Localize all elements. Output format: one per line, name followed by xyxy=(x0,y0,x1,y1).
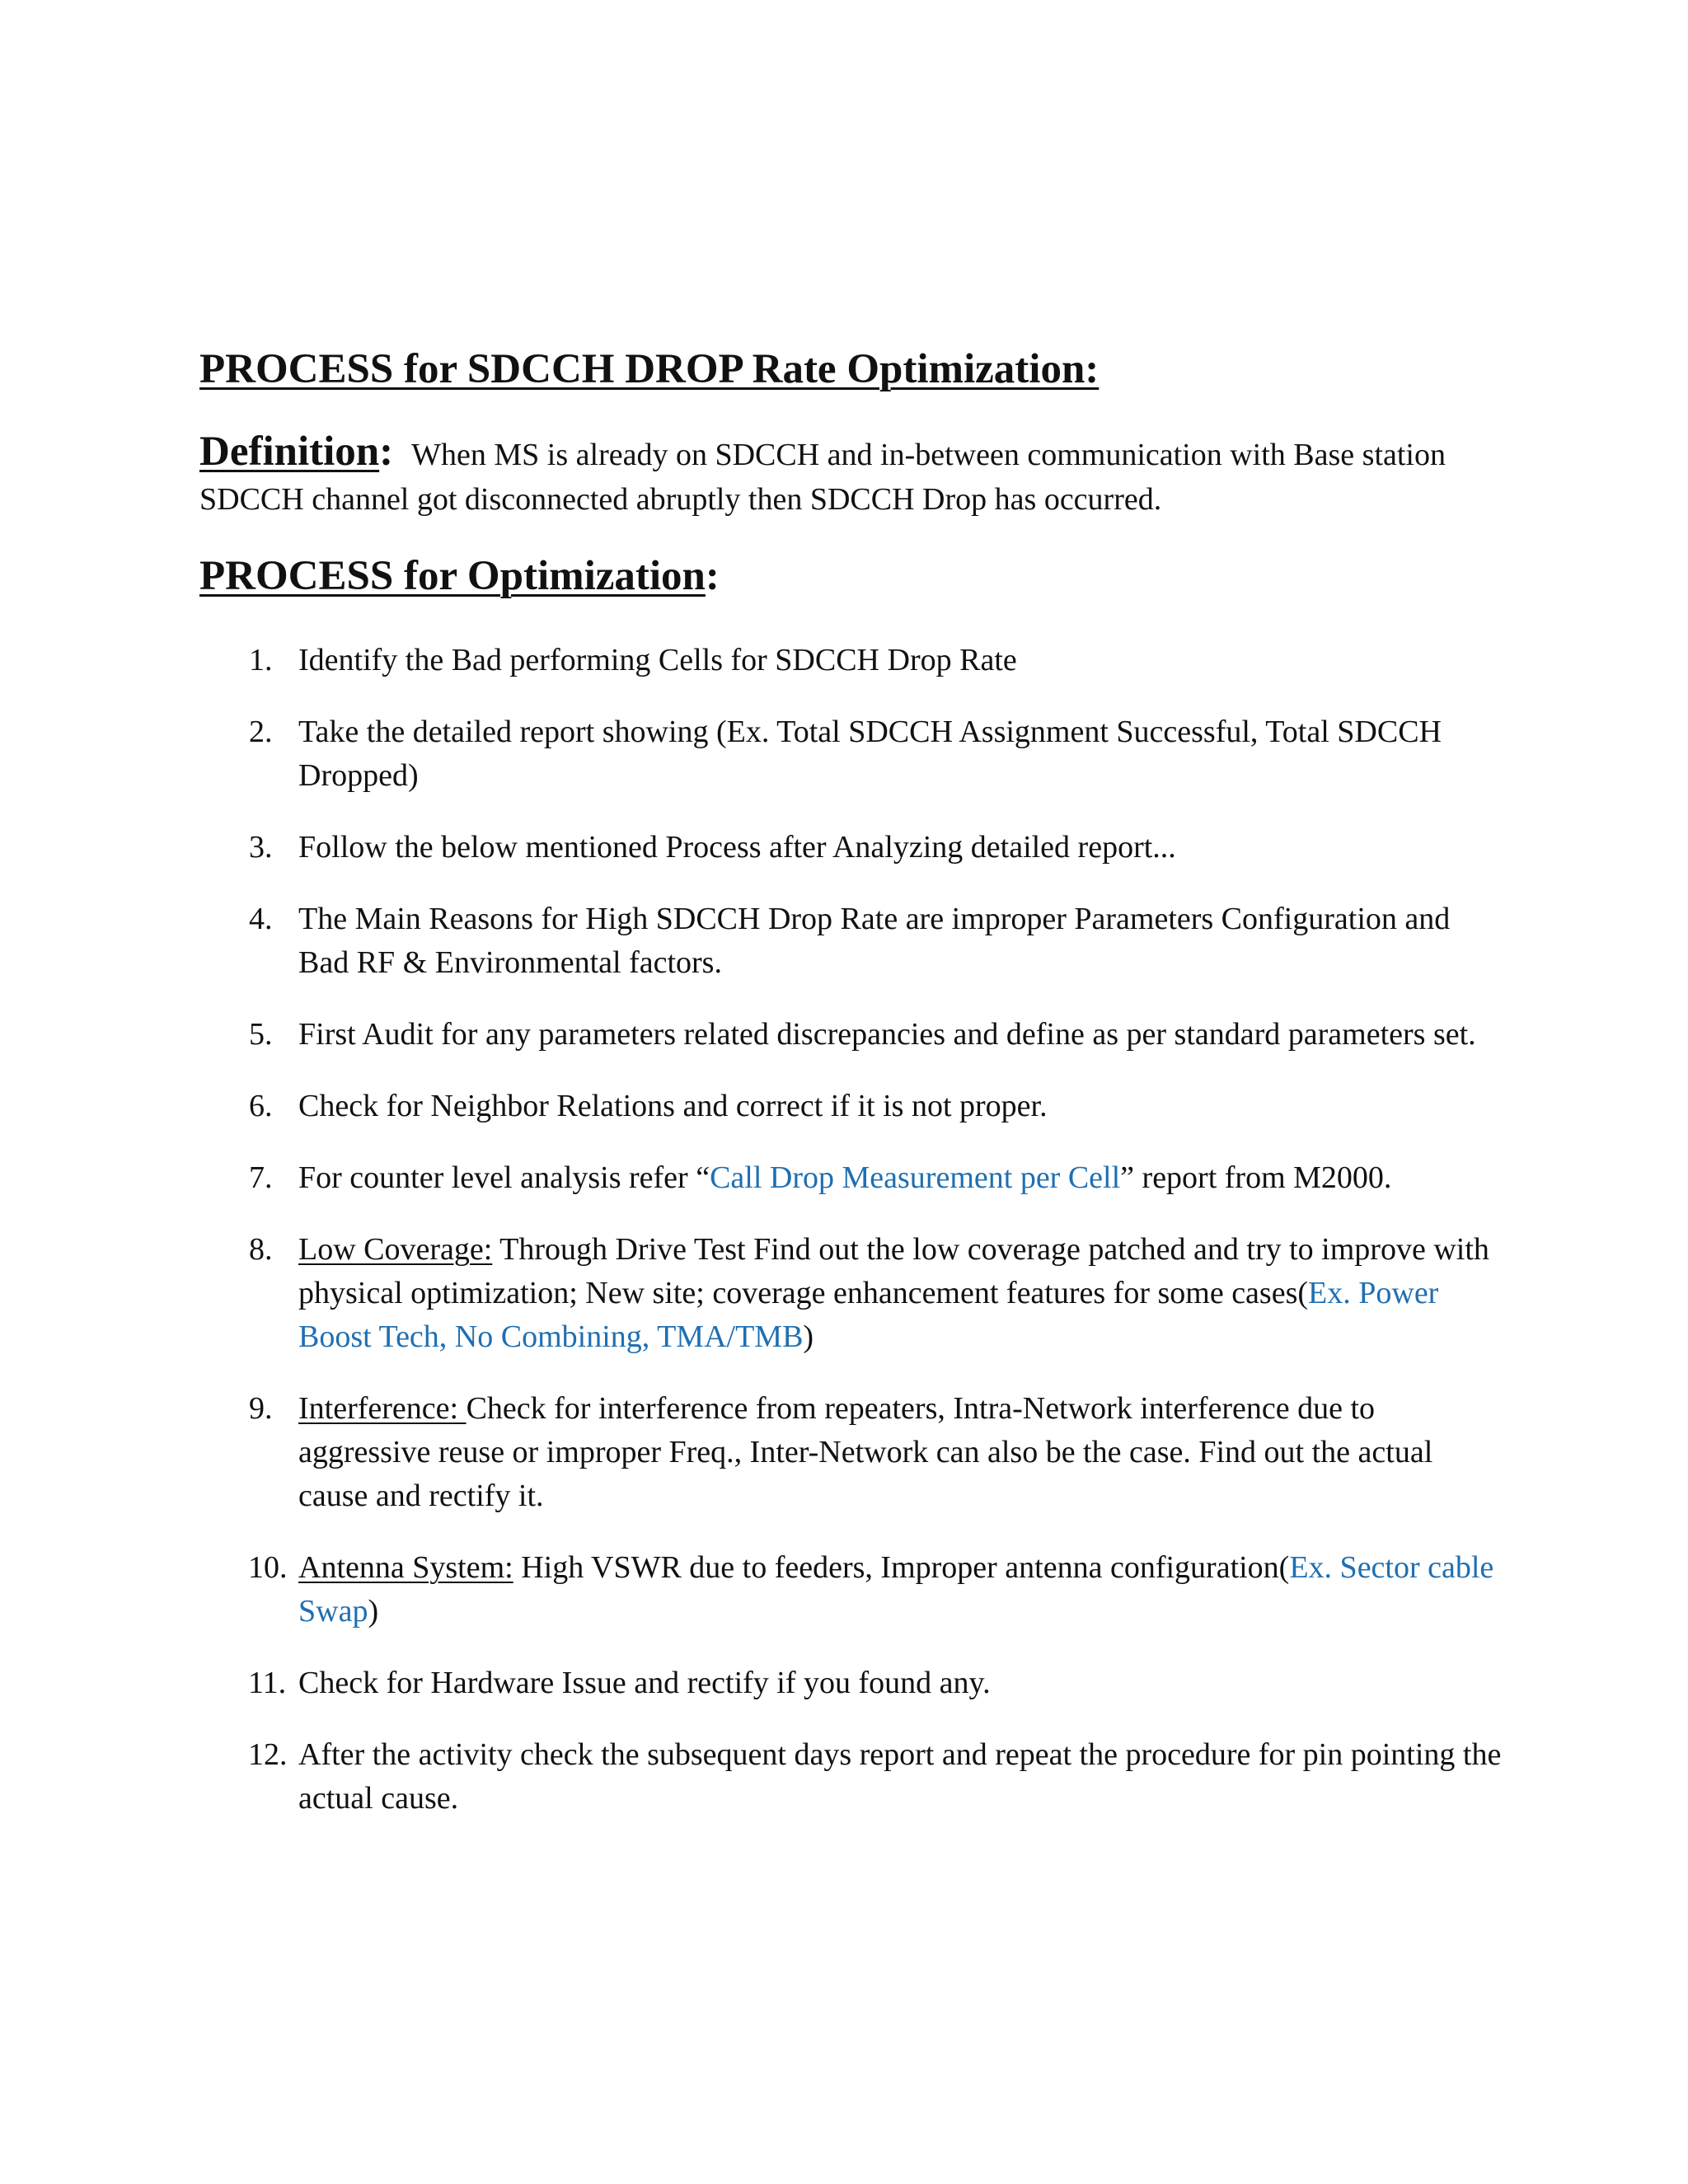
step-number: 9. xyxy=(249,1391,273,1426)
step-text: High VSWR due to feeders, Improper antenna configuration( xyxy=(513,1550,1290,1585)
step-text: First Audit for any parameters related discrepancies and define as per standard parameters set. xyxy=(298,1017,1476,1052)
step-label: Low Coverage: xyxy=(298,1232,493,1267)
step-number: 6. xyxy=(249,1089,273,1123)
definition-label: Definition xyxy=(199,429,380,475)
step-text: The Main Reasons for High SDCCH Drop Rate are improper Parameters Configuration and Bad RF & Environmental factors. xyxy=(298,902,1451,980)
list-item xyxy=(199,639,1502,682)
step-text-post: ) xyxy=(368,1594,379,1629)
report-reference-link: Call Drop Measurement per Cell xyxy=(710,1160,1121,1195)
process-heading-colon: : xyxy=(705,553,720,599)
list-item xyxy=(199,710,1502,798)
list-item xyxy=(199,1387,1502,1518)
document-page xyxy=(199,334,1502,1849)
step-label: Interference: xyxy=(298,1391,467,1426)
list-item xyxy=(199,1661,1502,1705)
list-item xyxy=(199,1228,1502,1359)
step-number: 8. xyxy=(249,1232,273,1267)
step-number: 11. xyxy=(248,1666,287,1700)
process-heading-label: PROCESS for Optimization xyxy=(199,553,706,599)
step-text: Through Drive Test Find out the low coverage patched and try to improve with physical optimization; New site; coverage enhancement features for some cases( xyxy=(298,1232,1489,1310)
step-text: Identify the Bad performing Cells for SDCCH Drop Rate xyxy=(298,643,1017,677)
list-item xyxy=(199,826,1502,869)
step-text: Take the detailed report showing (Ex. Total SDCCH Assignment Successful, Total SDCCH Dropped) xyxy=(298,715,1442,793)
step-text-post: ” report from M2000. xyxy=(1120,1160,1392,1195)
step-text: Check for Neighbor Relations and correct if it is not proper. xyxy=(298,1089,1048,1123)
step-text: Check for interference from repeaters, Intra-Network interference due to aggressive reuse or improper Freq., Inter-Network can also be the case. Find out the actual cause and rectify it. xyxy=(298,1391,1433,1513)
list-item xyxy=(199,1156,1502,1200)
definition-paragraph xyxy=(199,429,1502,522)
list-item xyxy=(199,1733,1502,1821)
step-text: Follow the below mentioned Process after Analyzing detailed report... xyxy=(298,830,1176,865)
step-label: Antenna System: xyxy=(298,1550,513,1585)
definition-text: When MS is already on SDCCH and in-between communication with Base station SDCCH channel got disconnected abruptly then SDCCH Drop has occurred. xyxy=(199,438,1446,517)
step-number: 1. xyxy=(249,643,273,677)
list-item xyxy=(199,1085,1502,1128)
step-text-post: ) xyxy=(803,1319,814,1354)
step-text: Check for Hardware Issue and rectify if you found any. xyxy=(298,1666,991,1700)
step-number: 7. xyxy=(249,1160,273,1195)
list-item xyxy=(199,1013,1502,1057)
step-text-pre: For counter level analysis refer “ xyxy=(298,1160,710,1195)
page-title: PROCESS for SDCCH DROP Rate Optimization: xyxy=(199,346,1100,392)
process-steps-list xyxy=(199,639,1502,1821)
example-link: Ex. Power Boost Tech, No Combining, TMA/TMB xyxy=(298,1276,1439,1354)
step-number: 10. xyxy=(248,1550,288,1585)
definition-colon: : xyxy=(379,429,394,475)
step-number: 3. xyxy=(249,830,273,865)
list-item xyxy=(199,1546,1502,1633)
step-number: 4. xyxy=(249,902,273,936)
step-text: After the activity check the subsequent days report and repeat the procedure for pin pointing the actual cause. xyxy=(298,1737,1502,1816)
process-heading xyxy=(199,543,1502,609)
list-item xyxy=(199,898,1502,985)
step-number: 5. xyxy=(249,1017,273,1052)
step-number: 2. xyxy=(249,715,273,749)
step-number: 12. xyxy=(248,1737,288,1772)
example-link: Ex. Sector cable Swap xyxy=(298,1550,1494,1629)
